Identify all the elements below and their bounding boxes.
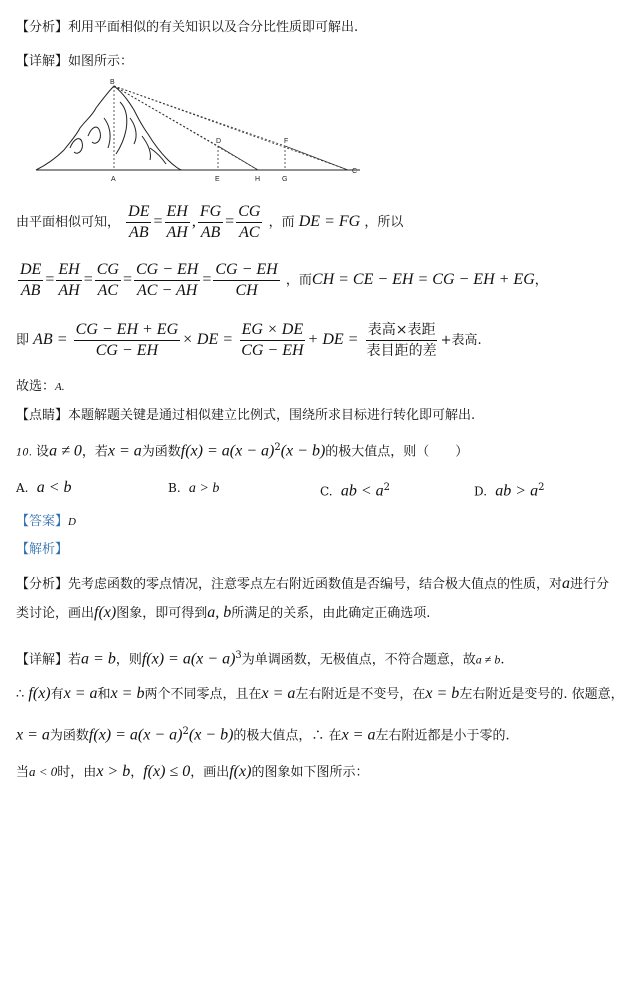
- de-equals-fg: DE = FG: [298, 213, 361, 230]
- option-d-exp: 2: [538, 482, 545, 493]
- insight-tag: 【点睛】: [16, 408, 69, 423]
- fraction-1: $\frac{DE}{AB}$: [20, 261, 42, 299]
- p7-exp: 2: [182, 726, 189, 737]
- solution-tag: 【解析】: [16, 542, 69, 557]
- option-d[interactable]: [474, 478, 544, 502]
- analysis-2-line-2: [16, 599, 630, 628]
- q10-text-2: ，若: [81, 444, 108, 460]
- option-c-exp: 2: [383, 482, 391, 493]
- maximum-point-line: [16, 720, 630, 748]
- p6-t3: 两个不同零点，且在: [144, 687, 262, 702]
- detail-text: 如图所示：: [68, 54, 134, 69]
- p6-fx: f(x): [28, 685, 51, 702]
- analysis-2-text-1b: 进行分: [570, 577, 610, 592]
- p6-t5: 左右附近是变号的. 依题意，: [459, 687, 624, 702]
- q10-text-3: 为函数: [141, 444, 181, 460]
- choice-answer: A.: [55, 381, 65, 393]
- line3-prefix: 即: [16, 333, 30, 348]
- p7-c4: x = a: [341, 726, 376, 744]
- detail-2-exp: 3: [235, 650, 242, 661]
- p7-c3: (x − b): [188, 726, 234, 744]
- p7-c1: x = a: [16, 726, 50, 744]
- answer-line: [16, 512, 630, 532]
- fraction-ab-1: $\frac{CG - EH + EG}{CG - EH}$: [75, 321, 179, 359]
- option-c-letter: C.: [320, 484, 333, 499]
- fraction-fg-ab: $\frac{FG}{AB}$: [199, 203, 222, 241]
- question-10: [16, 436, 630, 465]
- label-F: F: [284, 138, 289, 145]
- p6-c1: x = a: [63, 685, 98, 702]
- detail-paragraph-2: [16, 644, 630, 672]
- q10-cond-a: a ≠ 0: [49, 442, 82, 460]
- p7-t1: 为函数: [49, 728, 89, 744]
- p6-t2: 和: [97, 687, 111, 702]
- option-b[interactable]: [168, 478, 219, 499]
- p8-c4: f(x): [229, 763, 252, 780]
- ch-equation: CH = CE − EH = CG − EH + EG: [311, 271, 535, 288]
- p8-t5: 的图象如下图所示：: [251, 765, 369, 780]
- option-d-math: ab > a: [495, 482, 539, 500]
- analysis-2-tag: 【分析】: [16, 577, 69, 592]
- analysis-2-text-2b: 图象，即可得到: [116, 606, 208, 621]
- plus-de: + DE =: [307, 331, 359, 348]
- p7-t2: 的极大值点，∴ 在: [233, 728, 342, 744]
- insight-paragraph: [16, 406, 630, 426]
- similarity-line: 由平面相似可知， $\frac{DE}{AB}$ = $\frac{EH}{AH}$ , $\frac{FG}{AB}$ = $\frac{CG}{AC}$ ，而 DE = FG ，所以: [16, 203, 404, 241]
- p8-c1: a < 0: [29, 764, 58, 779]
- options-row: [16, 478, 630, 500]
- detail-2-c2: f(x) = a(x − a): [141, 650, 236, 668]
- answer-value: D: [68, 516, 76, 528]
- analysis-paragraph-1: [16, 18, 630, 38]
- option-b-letter: B.: [168, 481, 181, 495]
- p7-c2: f(x) = a(x − a): [88, 726, 183, 744]
- detail-2-c1: a = b: [81, 650, 116, 668]
- analysis-2-ab: a, b: [207, 604, 232, 621]
- question-number: 10.: [16, 447, 32, 459]
- q10-function: f(x) = a(x − a): [180, 442, 275, 460]
- analysis-2-text-1: 先考虑函数的零点情况，注意零点左右附近函数值是否编号，结合极大值点的性质，对: [68, 577, 563, 592]
- fraction-words: $\frac{\text{表高×表距}}{\text{表目距的差}}$: [366, 322, 437, 359]
- p6-c3: x = a: [261, 685, 296, 702]
- label-D: D: [216, 138, 222, 145]
- p8-c3: f(x) ≤ 0: [143, 763, 191, 780]
- p8-t2: 时，由: [57, 765, 97, 780]
- option-d-letter: D.: [474, 484, 488, 499]
- label-A: A: [111, 176, 116, 183]
- option-b-math: a > b: [188, 481, 220, 496]
- detail-2-tag: 【详解】: [16, 652, 69, 668]
- detail-2-t3: 为单调函数，无极值点，不符合题意，故: [241, 652, 476, 668]
- choice-line: [16, 377, 630, 397]
- insight-text: 本题解题关键是通过相似建立比例式，围绕所求目标进行转化即可解出.: [68, 408, 476, 423]
- line1-mid: ，而: [268, 215, 295, 230]
- line1-suffix: ，所以: [364, 215, 404, 230]
- line1-prefix: 由平面相似可知，: [16, 215, 121, 230]
- detail-2-t1: 若: [68, 652, 82, 668]
- analysis-2-var: a: [562, 575, 571, 592]
- p8-t4: ，画出: [190, 765, 230, 780]
- analysis-2-text-2a: 类讨论，画出: [16, 606, 95, 621]
- fraction-4: $\frac{CG - EH}{AC - AH}$: [135, 261, 199, 299]
- p6-c4: x = b: [425, 685, 460, 702]
- fraction-cg-ac: $\frac{CG}{AC}$: [238, 203, 261, 241]
- label-H: H: [255, 176, 261, 183]
- therefore-line: [16, 682, 630, 707]
- mountain-figure: [30, 78, 370, 186]
- analysis-2-text-2c: 所满足的关系，由此确定正确选项.: [231, 606, 431, 621]
- label-G: G: [282, 176, 288, 183]
- p6-t4: 左右附近是不变号，在: [295, 687, 426, 702]
- p6-t1: 有: [50, 687, 64, 702]
- q10-factor: (x − b): [280, 442, 326, 460]
- fraction-ab-2: $\frac{EG \times DE}{CG - EH}$: [241, 321, 304, 359]
- detail-2-t2: ，则: [115, 652, 142, 668]
- ab-lhs: AB =: [33, 331, 68, 348]
- analysis-2-line-1: [16, 570, 630, 599]
- times-de: × DE =: [182, 331, 234, 348]
- line2-mid: ，而: [285, 273, 312, 288]
- fraction-3: $\frac{CG}{AC}$: [96, 261, 119, 299]
- p8-t3: ，: [130, 765, 144, 780]
- fraction-eh-ah: $\frac{EH}{AH}$: [166, 203, 188, 241]
- p8-t1: 当: [16, 765, 30, 780]
- choice-label: 故选：: [16, 379, 56, 394]
- label-E: E: [215, 176, 220, 183]
- analysis-paragraph-2: [16, 570, 630, 628]
- line2-suffix: ，: [534, 273, 548, 288]
- option-a-math: a < b: [36, 479, 72, 496]
- q10-cond-x: x = a: [107, 442, 142, 460]
- detail-paragraph-1: [16, 52, 630, 72]
- analysis-tag: 【分析】: [16, 20, 69, 35]
- detail-tag: 【详解】: [16, 54, 69, 69]
- label-B: B: [110, 79, 115, 86]
- q10-exponent: 2: [274, 442, 281, 453]
- option-c[interactable]: [320, 478, 390, 502]
- ab-result-line: [16, 318, 630, 363]
- q10-text-1: 设: [36, 444, 50, 460]
- solution-heading: [16, 540, 630, 560]
- q10-text-4: 的极大值点，则（ ）: [325, 444, 469, 460]
- p7-t3: 左右附近都是小于零的.: [375, 728, 510, 744]
- p6-c2: x = b: [110, 685, 145, 702]
- analysis-2-fx: f(x): [94, 604, 117, 621]
- option-c-math: ab < a: [340, 482, 384, 500]
- case-a-negative-line: [16, 760, 630, 785]
- label-C: C: [352, 168, 358, 175]
- p8-c2: x > b: [96, 763, 131, 780]
- detail-2-t4: .: [500, 652, 505, 668]
- detail-2-c3: a ≠ b: [475, 652, 501, 667]
- fraction-5: $\frac{CG - EH}{CH}$: [215, 261, 278, 299]
- option-a[interactable]: [16, 478, 72, 499]
- therefore-symbol: ∴: [16, 687, 25, 702]
- fraction-de-ab: $\frac{DE}{AB}$: [128, 203, 150, 241]
- ratio-chain-line: $\frac{DE}{AB}$ = $\frac{EH}{AH}$ = $\frac{CG}{AC}$ = $\frac{CG - EH}{AC - AH}$ = $\frac{CG - EH}{CH}$ ，而CH = CE − EH = CG − EH + EG，: [20, 261, 548, 299]
- analysis-text: 利用平面相似的有关知识以及合分比性质即可解出.: [68, 20, 359, 35]
- fraction-2: $\frac{EH}{AH}$: [58, 261, 80, 299]
- plus-table-height: +表高.: [440, 333, 482, 348]
- option-a-letter: A.: [16, 481, 29, 495]
- answer-tag: 【答案】: [16, 514, 69, 529]
